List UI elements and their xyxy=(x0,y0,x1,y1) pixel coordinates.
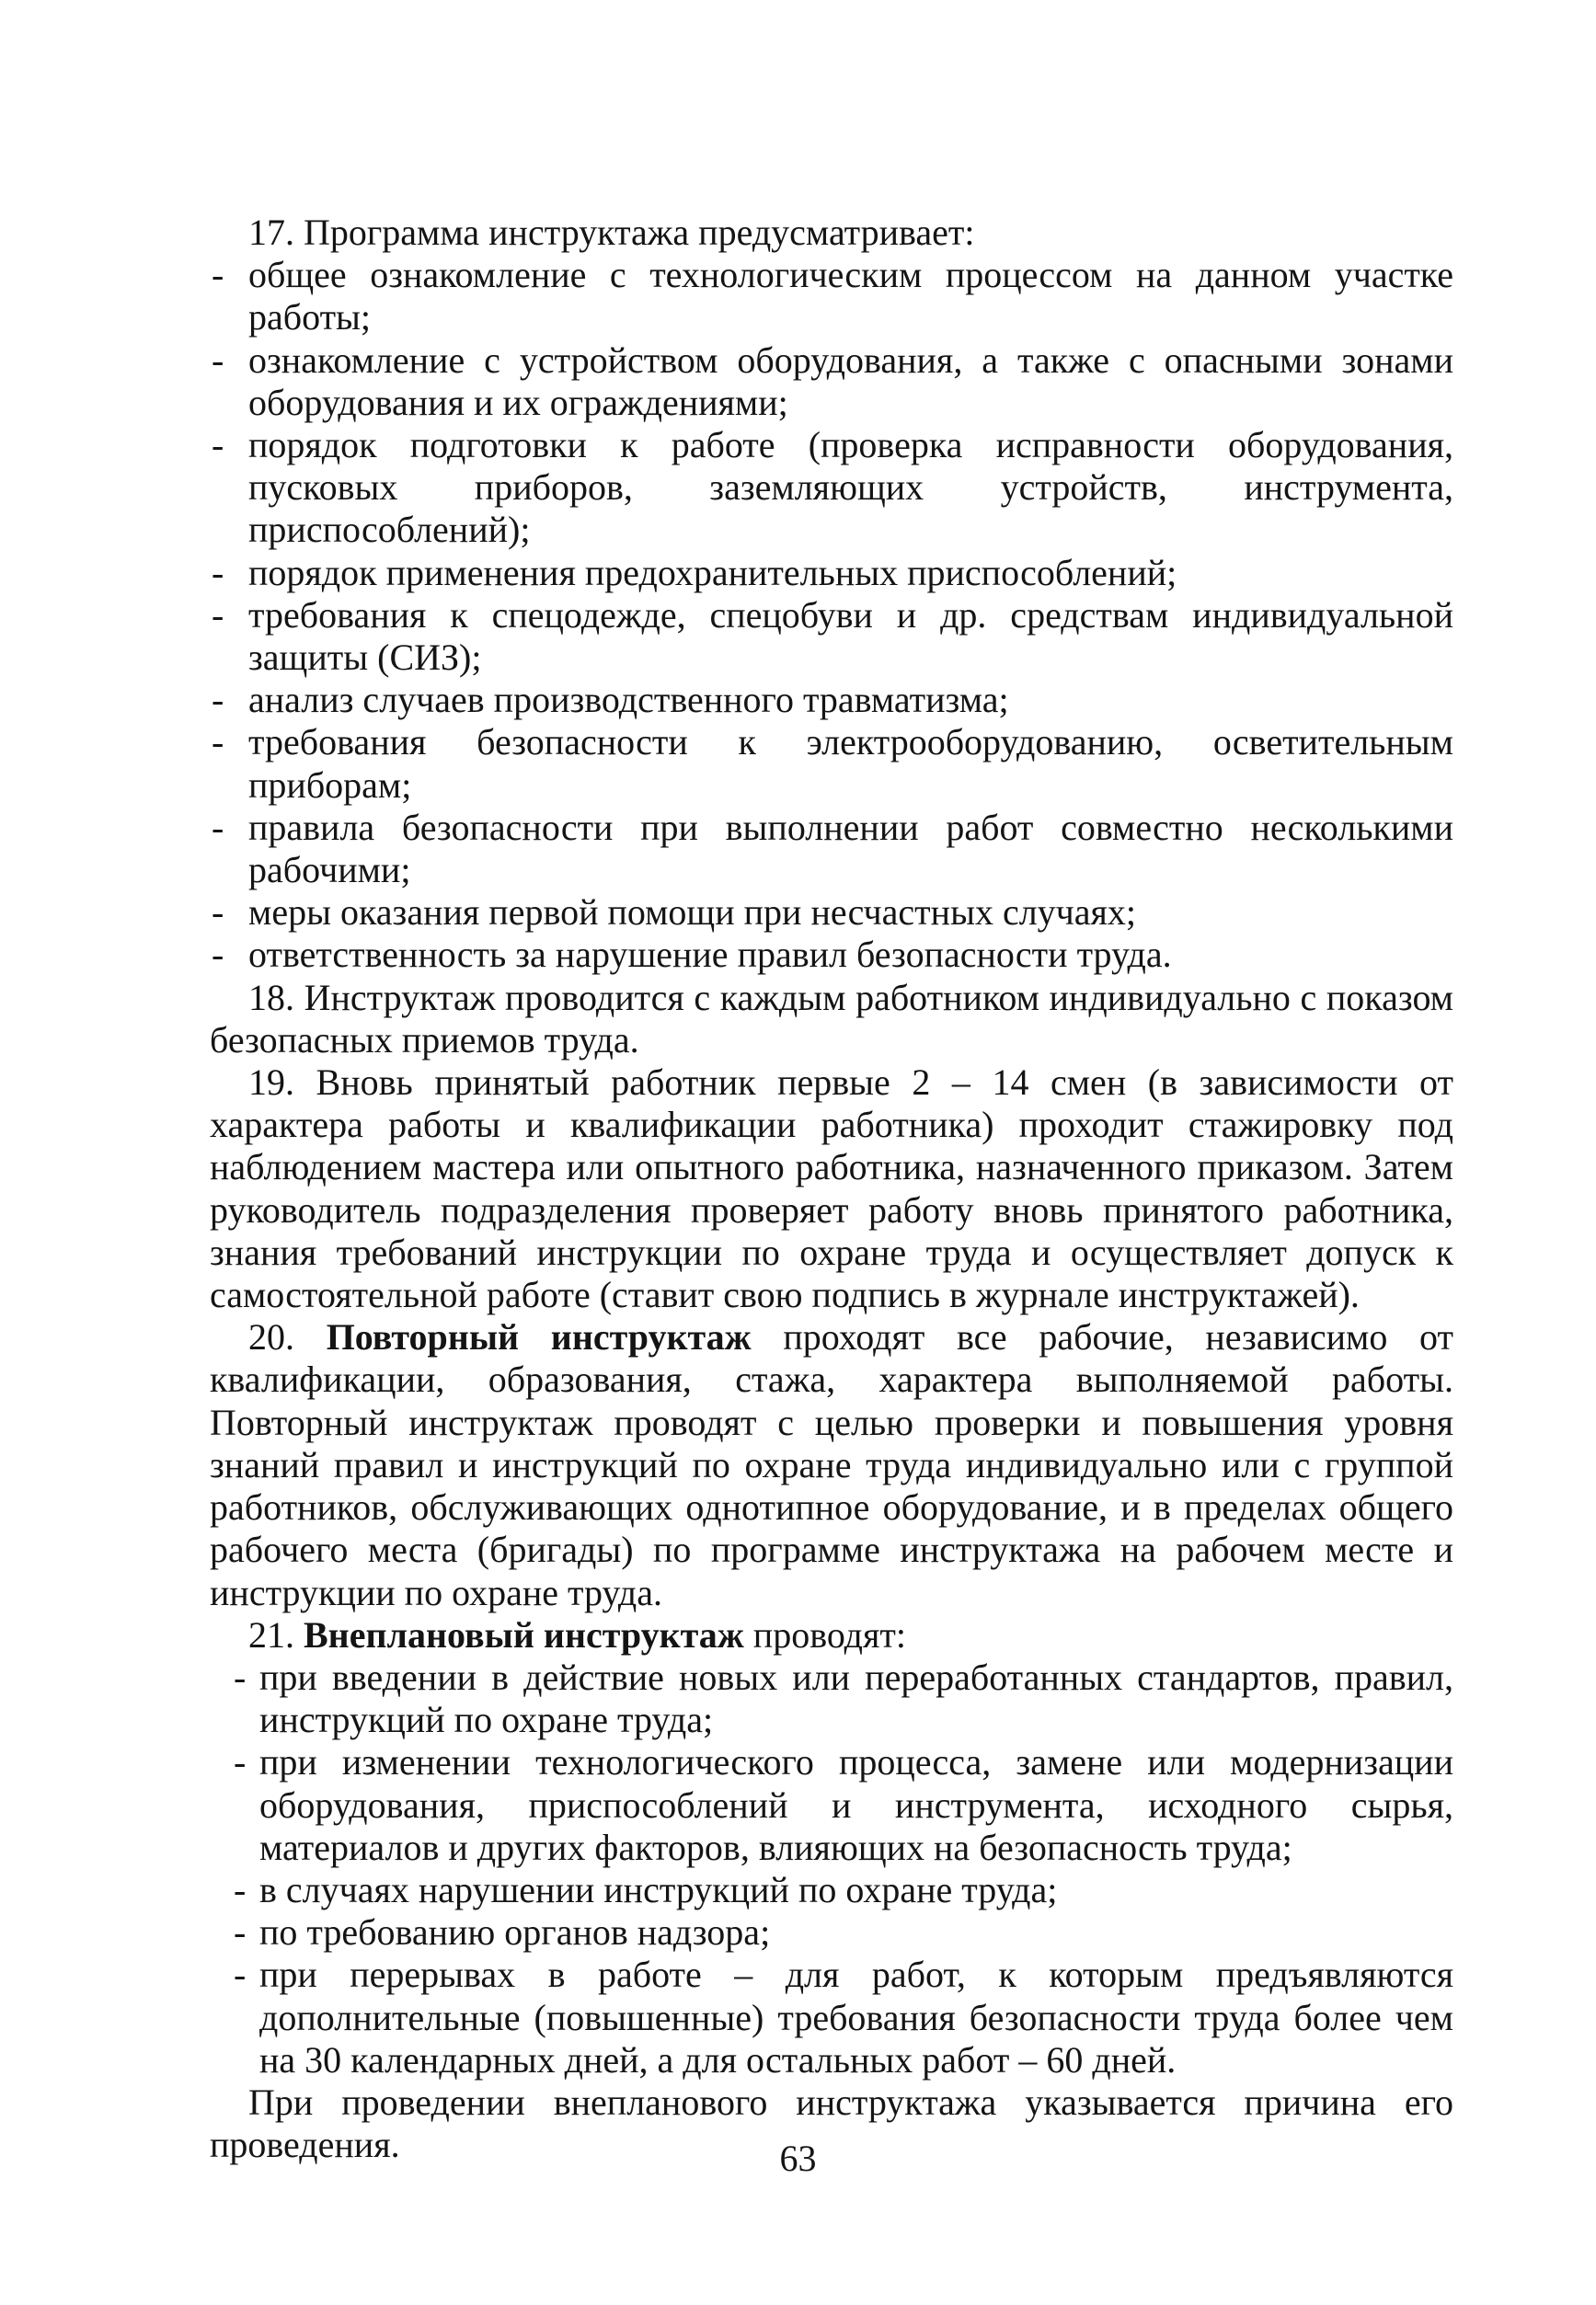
list-item: - порядок подготовки к работе (проверка исправности оборудования, пусковых приборов, заземляющих устройств, инструмента, приспособлений); xyxy=(210,424,1453,552)
list-item: - в случаях нарушении инструкций по охране труда; xyxy=(221,1869,1453,1911)
list-item: - ответственность за нарушение правил безопасности труда. xyxy=(210,934,1453,976)
list-item: - общее ознакомление с технологическим процессом на данном участке работы; xyxy=(210,254,1453,338)
list-item: - ознакомление с устройством оборудования, а также с опасными зонами оборудования и их ограждениями; xyxy=(210,339,1453,424)
list-item: - при введении в действие новых или переработанных стандартов, правил, инструкций по охране труда; xyxy=(221,1657,1453,1741)
page-number: 63 xyxy=(779,2138,817,2179)
list-item: - по требованию органов надзора; xyxy=(221,1911,1453,1954)
list-item: - при изменении технологического процесса, замене или модернизации оборудования, приспособлений и инструмента, исходного сырья, материалов и других факторов, влияющих на безопасность труда; xyxy=(221,1741,1453,1869)
list-item: - при перерывах в работе – для работ, к которым предъявляются дополнительные (повышенные) требования безопасности труда более чем на 30 календарных дней, а для остальных работ – 60 дней. xyxy=(221,1954,1453,2081)
list-item: - анализ случаев производственного травматизма; xyxy=(210,679,1453,721)
paragraph-21-text: проводят: xyxy=(752,1613,907,1656)
list-item: - меры оказания первой помощи при несчастных случаях; xyxy=(210,891,1453,934)
list-item: - требования безопасности к электрооборудованию, осветительным приборам; xyxy=(210,721,1453,806)
paragraph-19: 19. Вновь принятый работник первые 2 – 14 смен (в зависимости от характера работы и квалификации работника) проходит стажировку под наблюдением мастера или опытного работника, назначенного приказом. Затем руководитель подразделения проверяет работу вновь принятого работника, знания требований инструкции по охране труда и осуществляет допуск к самостоятельной работе (ставит свою подпись в журнале инструктажей). xyxy=(210,1061,1453,1316)
paragraph-18: 18. Инструктаж проводится с каждым работником индивидуально с показом безопасных приемов труда. xyxy=(210,976,1453,1061)
page-body xyxy=(210,212,1453,2166)
paragraph-21-bold-term: Внеплановый инструктаж xyxy=(304,1613,744,1656)
paragraph-20 xyxy=(210,1316,1453,1613)
list-item: - требования к спецодежде, спецобуви и др. средствам индивидуальной защиты (СИЗ); xyxy=(210,594,1453,679)
paragraph-21-lead xyxy=(210,1614,1453,1657)
paragraph-20-bold-term: Повторный инструктаж xyxy=(326,1316,752,1359)
paragraph-21-number: 21. xyxy=(248,1613,294,1656)
paragraph-20-text: проходят все рабочие, независимо от квалификации, образования, стажа, характера выполняемой работы. Повторный инструктаж проводят с целью проверки и повышения уровня знаний правил и инструкций по охране труда индивидуально или с группой работников, обслуживающих однотипное оборудование, и в пределах общего рабочего места (бригады) по программе инструктажа на рабочем месте и инструкции по охране труда. xyxy=(210,1316,1453,1613)
paragraph-20-number: 20. xyxy=(248,1316,294,1359)
paragraph-17-lead: 17. Программа инструктажа предусматривает: xyxy=(248,212,975,253)
list-item: - правила безопасности при выполнении работ совместно несколькими рабочими; xyxy=(210,807,1453,891)
list-item: - порядок применения предохранительных приспособлений; xyxy=(210,552,1453,594)
paragraph-21-list xyxy=(221,1657,1453,2081)
paragraph-17-list xyxy=(210,254,1453,976)
closing-paragraph: При проведении внепланового инструктажа указывается причина его проведения. xyxy=(210,2081,1453,2166)
